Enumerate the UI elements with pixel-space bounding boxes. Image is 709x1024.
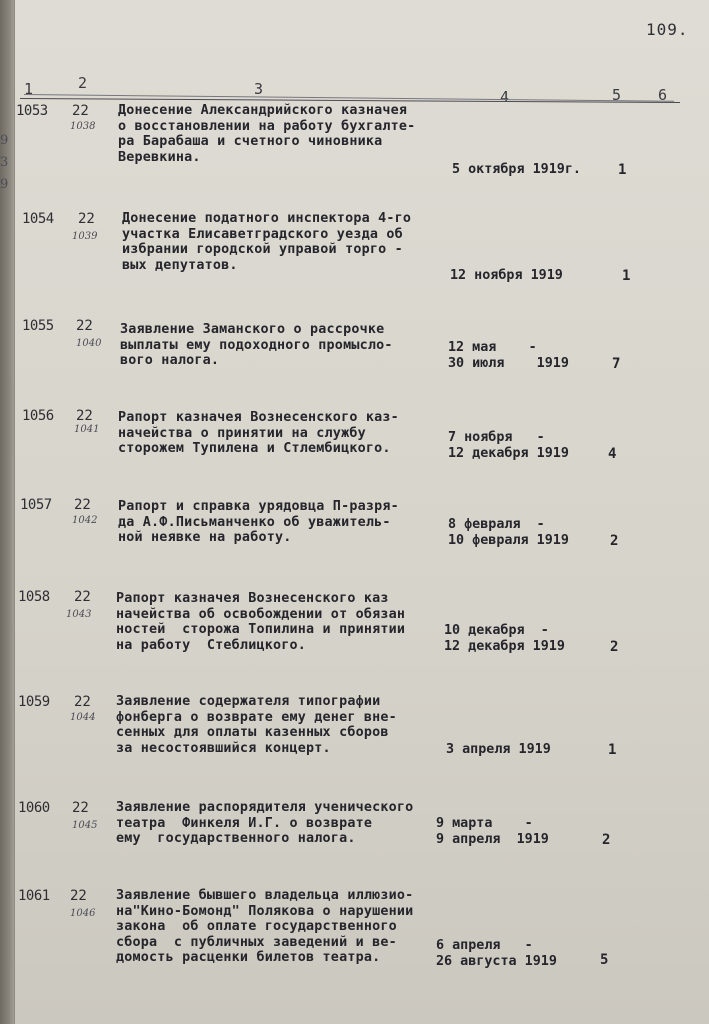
entry-date: 5 октября 1919г. — [452, 162, 581, 177]
old-number: 1044 — [70, 712, 96, 723]
entry-number: 1056 — [22, 408, 54, 424]
entry-date: 8 февраля - 10 февраля 1919 — [448, 517, 569, 548]
old-number: 1040 — [76, 338, 102, 349]
fund-number: 22 — [76, 408, 93, 424]
fund-number: 22 — [72, 103, 89, 119]
entry-title: Заявление содержателя типографии фонберга о возврате ему денег вне- сенных для оплаты казенных сборов за несостоявшийся концерт. — [116, 694, 397, 756]
column-number: 1 — [24, 80, 34, 98]
entry-title: Донесение Александрийского казначея о восстановлении на работу бухгалте- ра Барабаша и счетного чиновника Веревкина. — [118, 103, 416, 165]
sheet-count: 2 — [602, 832, 611, 848]
entry-title: Донесение податного инспектора 4-го участка Елисаветградского уезда об избрании городской управой торго - вых депутатов. — [122, 211, 412, 273]
margin-pencil-marks: 9 3 9 — [0, 133, 9, 192]
column-number: 4 — [500, 88, 510, 106]
sheet-count: 2 — [610, 639, 619, 655]
sheet-count: 1 — [608, 742, 617, 758]
sheet-count: 7 — [612, 356, 621, 372]
old-number: 1046 — [70, 908, 96, 919]
entry-number: 1059 — [18, 694, 50, 710]
entry-date: 12 мая - 30 июля 1919 — [448, 340, 569, 371]
entry-date: 12 ноября 1919 — [450, 268, 563, 283]
fund-number: 22 — [74, 589, 91, 605]
entry-date: 6 апреля - 26 августа 1919 — [436, 938, 557, 969]
column-number: 6 — [658, 86, 668, 104]
column-number: 5 — [612, 86, 622, 104]
sheet-count: 1 — [622, 268, 631, 284]
entry-title: Заявление Заманского о рассрочке выплаты ему подоходного промысло- вого налога. — [120, 322, 393, 368]
entry-title: Заявление бывшего владельца иллюзио- на"Кино-Бомонд" Полякова о нарушении закона об оплате государственнoго сбора с публичных заведений и ве- домость расценки билетов театра. — [116, 888, 414, 965]
fund-number: 22 — [72, 800, 89, 816]
old-number: 1045 — [72, 820, 98, 831]
entry-title: Рапорт казначея Вознесенского каз- начейства о принятии на службу сторожем Тупилена и Стлембицкого. — [118, 410, 399, 456]
fund-number: 22 — [74, 497, 91, 513]
entry-date: 3 апреля 1919 — [446, 742, 551, 757]
entry-number: 1061 — [18, 888, 50, 904]
entry-number: 1057 — [20, 497, 52, 513]
entry-title: Заявление распорядителя ученического театра Финкеля И.Г. о возврате ему государственного налога. — [116, 800, 414, 846]
entry-number: 1055 — [22, 318, 54, 334]
entry-date: 7 ноября - 12 декабря 1919 — [448, 430, 569, 461]
column-number: 2 — [78, 74, 88, 92]
sheet-count: 5 — [600, 952, 609, 968]
entry-number: 1054 — [22, 211, 54, 227]
entry-title: Рапорт казначея Вознесенского каз начейства об освобождении от обязан ностей сторожа Топилина и принятии на работу Стеблицкого. — [116, 591, 406, 653]
fund-number: 22 — [74, 694, 91, 710]
sheet-count: 1 — [618, 162, 627, 178]
sheet-count: 2 — [610, 533, 619, 549]
page-number: 109. — [646, 20, 689, 39]
entry-number: 1058 — [18, 589, 50, 605]
sheet-count: 4 — [608, 446, 617, 462]
old-number: 1042 — [72, 515, 98, 526]
entry-date: 10 декабря - 12 декабря 1919 — [444, 623, 565, 654]
old-number: 1043 — [66, 609, 92, 620]
column-number: 3 — [254, 80, 264, 98]
entry-number: 1060 — [18, 800, 50, 816]
old-number: 1041 — [74, 424, 100, 435]
fund-number: 22 — [76, 318, 93, 334]
entry-date: 9 марта - 9 апреля 1919 — [436, 816, 549, 847]
old-number: 1039 — [72, 231, 98, 242]
fund-number: 22 — [70, 888, 87, 904]
entry-title: Рапорт и справка урядовца П-разря- да А.Ф.Письманченко об уважитель- ной неявке на работу. — [118, 499, 399, 545]
fund-number: 22 — [78, 211, 95, 227]
old-number: 1038 — [70, 121, 96, 132]
entry-number: 1053 — [16, 103, 48, 119]
